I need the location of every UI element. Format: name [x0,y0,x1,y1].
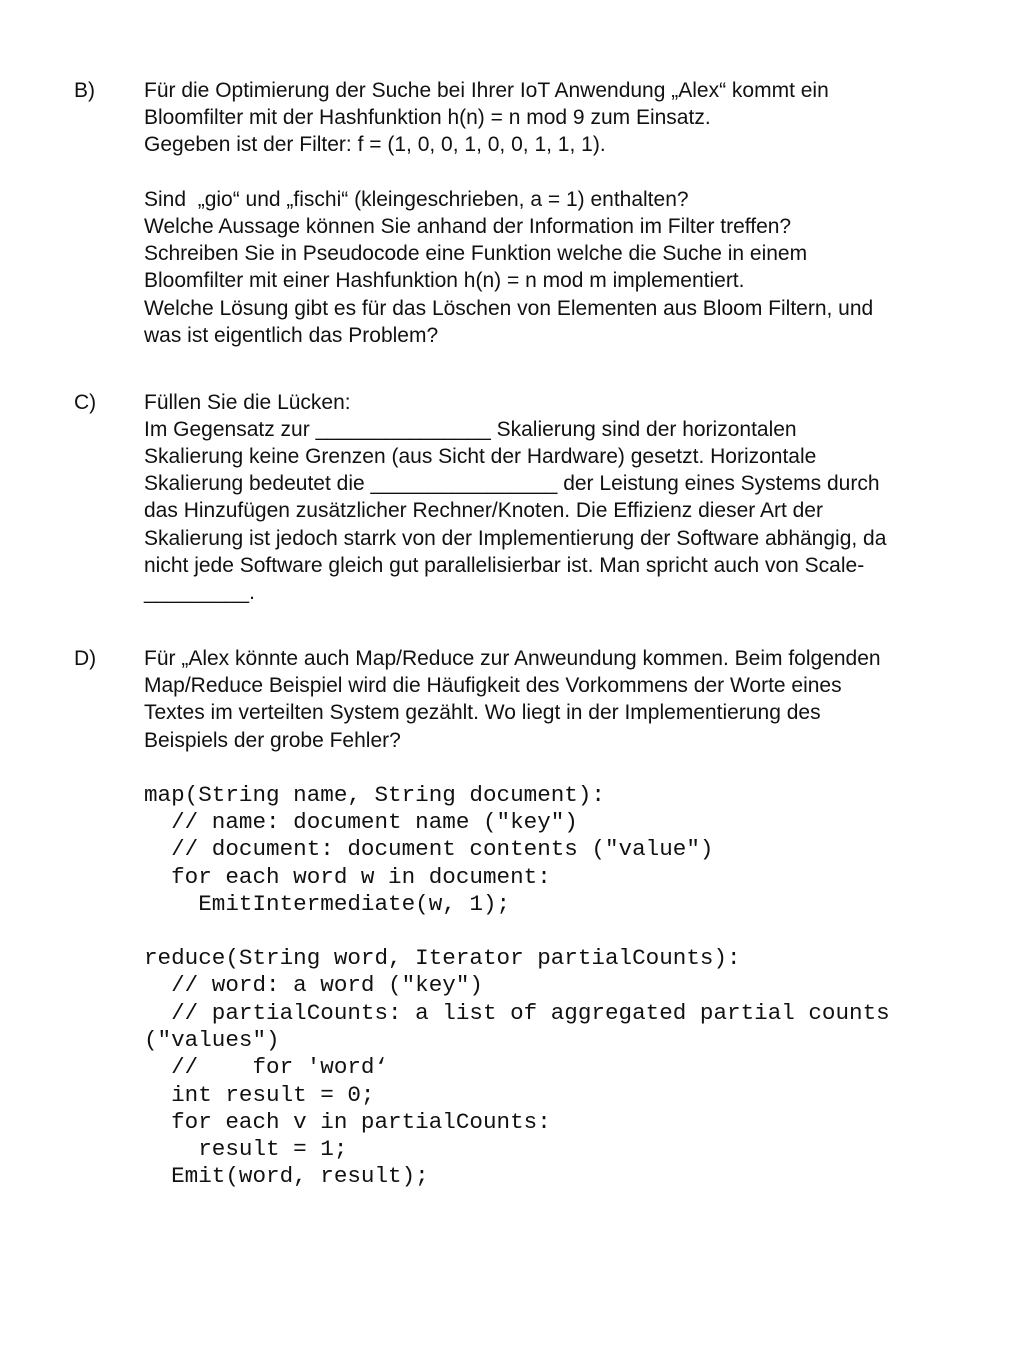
section-b-line-2: Bloomfilter mit der Hashfunktion h(n) = n mod 9 zum Einsatz. [144,106,711,129]
section-b-line-8: Welche Lösung gibt es für das Löschen von Elementen aus Bloom Filtern, und [144,297,874,320]
code-reduce-line-7: for each v in partialCounts: [144,1109,551,1135]
section-d-line-4: Beispiels der grobe Fehler? [144,729,401,752]
section-d-line-1: Für „Alex könnte auch Map/Reduce zur Anweundung kommen. Beim folgenden [144,647,881,670]
section-c-line-5: das Hinzufügen zusätzlicher Rechner/Knoten. Die Effizienz dieser Art der [144,499,823,522]
code-reduce-line-6: int result = 0; [144,1082,375,1108]
section-b-line-4: Sind „gio“ und „fischi“ (kleingeschrieben, a = 1) enthalten? [144,188,689,211]
section-b-line-7: Bloomfilter mit einer Hashfunktion h(n) = n mod m implementiert. [144,269,745,292]
code-reduce-line-3: // partialCounts: a list of aggregated partial counts [144,1000,890,1026]
code-map-line-1: map(String name, String document): [144,782,605,808]
section-d-line-2: Map/Reduce Beispiel wird die Häufigkeit des Vorkommens der Worte eines [144,674,842,697]
code-map-line-4: for each word w in document: [144,864,551,890]
section-b-label: B) [74,79,95,102]
code-reduce-line-1: reduce(String word, Iterator partialCounts): [144,945,741,971]
section-d-line-3: Textes im verteilten System gezählt. Wo liegt in der Implementierung des [144,701,821,724]
section-c-line-1: Füllen Sie die Lücken: [144,391,351,414]
code-map-line-3: // document: document contents ("value") [144,836,714,862]
section-b-line-1: Für die Optimierung der Suche bei Ihrer IoT Anwendung „Alex“ kommt ein [144,79,829,102]
section-c-line-8: _________. [144,581,255,604]
code-map-line-5: EmitIntermediate(w, 1); [144,891,511,917]
code-reduce-line-5: // for 'word‘ [144,1054,389,1080]
section-b-line-6: Schreiben Sie in Pseudocode eine Funktion welche die Suche in einem [144,242,808,265]
section-c-label: C) [74,391,97,414]
code-reduce-line-8: result = 1; [144,1136,348,1162]
section-c-line-2: Im Gegensatz zur _______________ Skalierung sind der horizontalen [144,418,797,441]
section-b-line-3: Gegeben ist der Filter: f = (1, 0, 0, 1, 0, 0, 1, 1, 1). [144,133,606,156]
section-b-line-5: Welche Aussage können Sie anhand der Information im Filter treffen? [144,215,792,238]
code-reduce-line-9: Emit(word, result); [144,1163,429,1189]
section-b-line-9: was ist eigentlich das Problem? [144,324,439,347]
section-c-line-3: Skalierung keine Grenzen (aus Sicht der Hardware) gesetzt. Horizontale [144,445,817,468]
section-c-line-7: nicht jede Software gleich gut parallelisierbar ist. Man spricht auch von Scale- [144,554,865,577]
code-map-line-2: // name: document name ("key") [144,809,578,835]
section-c-line-4: Skalierung bedeutet die ________________ der Leistung eines Systems durch [144,472,880,495]
section-c-line-6: Skalierung ist jedoch starrk von der Implementierung der Software abhängig, da [144,527,887,550]
code-reduce-line-4: ("values") [144,1027,280,1053]
section-d-label: D) [74,647,97,670]
code-reduce-line-2: // word: a word ("key") [144,972,483,998]
